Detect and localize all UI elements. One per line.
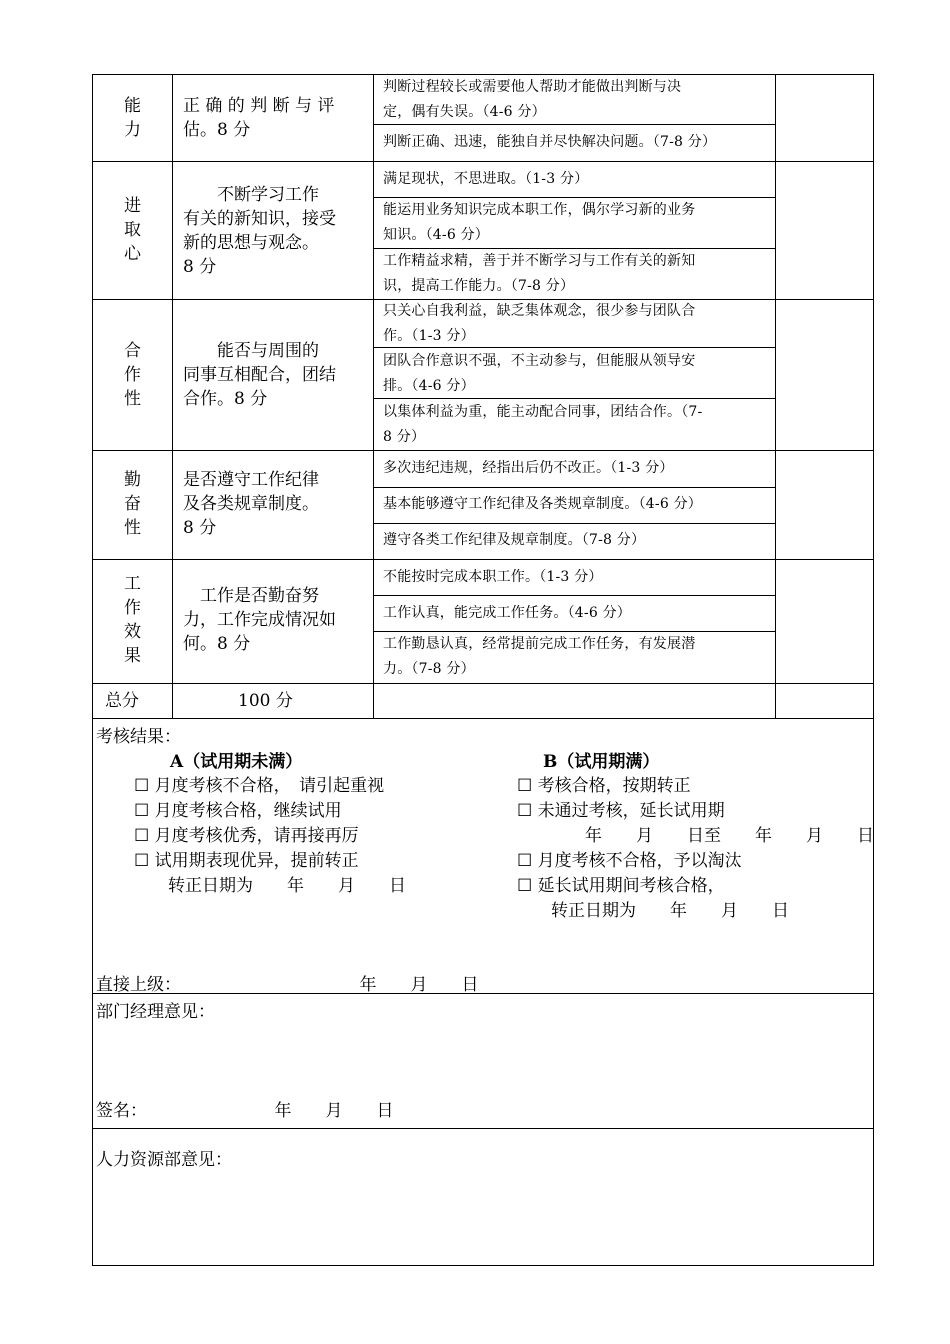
criterion-line: 工作认真，能完成工作任务。（4-6 分）	[383, 605, 631, 621]
option-a-title: A（试用期未满）	[170, 752, 303, 772]
criterion-line: 知识。（4-6 分）	[383, 227, 489, 243]
criterion	[383, 400, 702, 450]
criteria-divider	[373, 595, 776, 596]
category-char: 取	[124, 220, 141, 240]
criterion	[383, 198, 695, 248]
criterion	[383, 565, 603, 590]
col-divider-3	[775, 74, 776, 719]
hr-label: 人力资源部意见：	[96, 1150, 232, 1170]
description-line: 是否遵守工作纪律	[183, 470, 319, 490]
description-line: 8 分	[183, 518, 217, 538]
criterion-line: 8 分）	[383, 429, 426, 445]
criterion-line: 团队合作意识不强，不主动参与，但能服从领导安	[383, 353, 696, 369]
criterion-line: 力。（7-8 分）	[383, 661, 475, 677]
criterion-line: 排。（4-6 分）	[383, 378, 475, 394]
criterion	[383, 299, 695, 349]
description-work-result	[183, 584, 336, 656]
criterion-line: 识，提高工作能力。（7-8 分）	[383, 278, 575, 294]
criterion	[383, 601, 631, 626]
category-cooperation	[93, 339, 172, 411]
criterion-line: 判断正确、迅速，能独自并尽快解决问题。（7-8 分）	[383, 134, 717, 150]
criterion	[383, 492, 702, 517]
criterion	[383, 167, 588, 192]
criterion	[383, 75, 681, 125]
category-char: 勤	[124, 470, 141, 490]
criterion-line: 判断过程较长或需要他人帮助才能做出判断与决	[383, 79, 682, 95]
supervisor-signature: 直接上级： 年 月 日	[96, 975, 479, 995]
description-line: 同事互相配合，团结	[183, 365, 336, 385]
category-char: 合	[124, 341, 141, 361]
option-b-title: B（试用期满）	[543, 752, 660, 772]
confirmation-date-b: 转正日期为 年 月 日	[517, 901, 789, 921]
row-divider	[92, 718, 874, 719]
description-line: 新的思想与观念。	[183, 233, 319, 253]
dept-manager-signature: 签名： 年 月 日	[96, 1101, 394, 1121]
row-divider	[92, 559, 874, 560]
criteria-divider	[373, 523, 776, 524]
result-label: 考核结果：	[96, 727, 181, 747]
criterion-line: 能运用业务知识完成本职工作，偶尔学习新的业务	[383, 202, 696, 218]
category-char: 性	[124, 518, 141, 538]
option-b-item[interactable]: ☐ 延长试用期间考核合格，	[517, 876, 725, 896]
option-b-item[interactable]: ☐ 考核合格，按期转正	[517, 776, 691, 796]
category-char: 作	[124, 598, 141, 618]
criterion	[383, 249, 695, 299]
description-line: 有关的新知识，接受	[183, 209, 336, 229]
option-b-item[interactable]: ☐ 未通过考核，延长试用期	[517, 801, 725, 821]
description-line: 不断学习工作	[183, 185, 319, 205]
category-char: 效	[124, 622, 141, 642]
description-line: 及各类规章制度。	[183, 494, 319, 514]
category-char: 力	[124, 120, 141, 140]
description-line: 何。8 分	[183, 634, 251, 654]
option-a-item[interactable]: ☐ 月度考核不合格， 请引起重视	[134, 776, 385, 796]
description-line: 正 确 的 判 断 与 评	[183, 96, 335, 116]
row-divider	[92, 683, 874, 684]
row-divider	[92, 1128, 874, 1129]
confirmation-date-a: 转正日期为 年 月 日	[134, 876, 406, 896]
criterion-line: 满足现状，不思进取。（1-3 分）	[383, 171, 589, 187]
description-line: 估。8 分	[183, 120, 251, 140]
description-ability	[183, 94, 334, 142]
criterion-line: 定，偶有失误。（4-6 分）	[383, 104, 546, 120]
criterion	[383, 349, 695, 399]
category-char: 性	[124, 389, 141, 409]
criterion	[383, 130, 716, 155]
category-work-result	[93, 572, 172, 668]
category-char: 作	[124, 365, 141, 385]
col-divider-2	[373, 74, 374, 719]
category-char: 工	[124, 574, 141, 594]
criteria-divider	[373, 487, 776, 488]
category-char: 能	[124, 96, 141, 116]
row-divider	[92, 450, 874, 451]
criterion-line: 作。（1-3 分）	[383, 328, 475, 344]
col-divider-1	[172, 74, 173, 719]
category-initiative	[93, 194, 172, 266]
criterion	[383, 456, 674, 481]
criterion-line: 基本能够遵守工作纪律及各类规章制度。（4-6 分）	[383, 496, 702, 512]
total-value: 100 分	[238, 691, 293, 711]
criterion-line: 工作精益求精，善于并不断学习与工作有关的新知	[383, 253, 696, 269]
description-line: 能否与周围的	[183, 341, 319, 361]
description-line: 力，工作完成情况如	[183, 610, 336, 630]
criterion-line: 工作勤恳认真，经常提前完成工作任务，有发展潜	[383, 636, 696, 652]
extension-period: 年 月 日至 年 月 日	[517, 826, 874, 846]
description-initiative	[183, 183, 336, 279]
criterion-line: 遵守各类工作纪律及规章制度。（7-8 分）	[383, 532, 646, 548]
category-char: 果	[124, 646, 141, 666]
criterion	[383, 632, 695, 682]
category-char: 进	[124, 196, 141, 216]
total-label: 总分	[105, 691, 139, 711]
dept-manager-label: 部门经理意见：	[96, 1002, 215, 1022]
option-a-item[interactable]: ☐ 试用期表现优异，提前转正	[134, 851, 359, 871]
description-diligence	[183, 468, 319, 540]
option-a-item[interactable]: ☐ 月度考核合格，继续试用	[134, 801, 342, 821]
row-divider	[92, 161, 874, 162]
category-char: 奋	[124, 494, 141, 514]
criterion-line: 只关心自我利益，缺乏集体观念，很少参与团队合	[383, 303, 696, 319]
option-a-item[interactable]: ☐ 月度考核优秀，请再接再厉	[134, 826, 359, 846]
description-line: 合作。8 分	[183, 389, 268, 409]
category-ability	[93, 94, 172, 142]
criterion-line: 以集体利益为重，能主动配合同事，团结合作。（7-	[383, 404, 703, 420]
description-line: 8 分	[183, 257, 217, 277]
description-cooperation	[183, 339, 336, 411]
category-diligence	[93, 468, 172, 540]
criterion	[383, 528, 645, 553]
criterion-line: 不能按时完成本职工作。（1-3 分）	[383, 569, 603, 585]
description-line: 工作是否勤奋努	[183, 586, 319, 606]
category-char: 心	[124, 244, 141, 264]
criterion-line: 多次违纪违规，经指出后仍不改正。（1-3 分）	[383, 460, 674, 476]
option-b-item[interactable]: ☐ 月度考核不合格，予以淘汰	[517, 851, 742, 871]
